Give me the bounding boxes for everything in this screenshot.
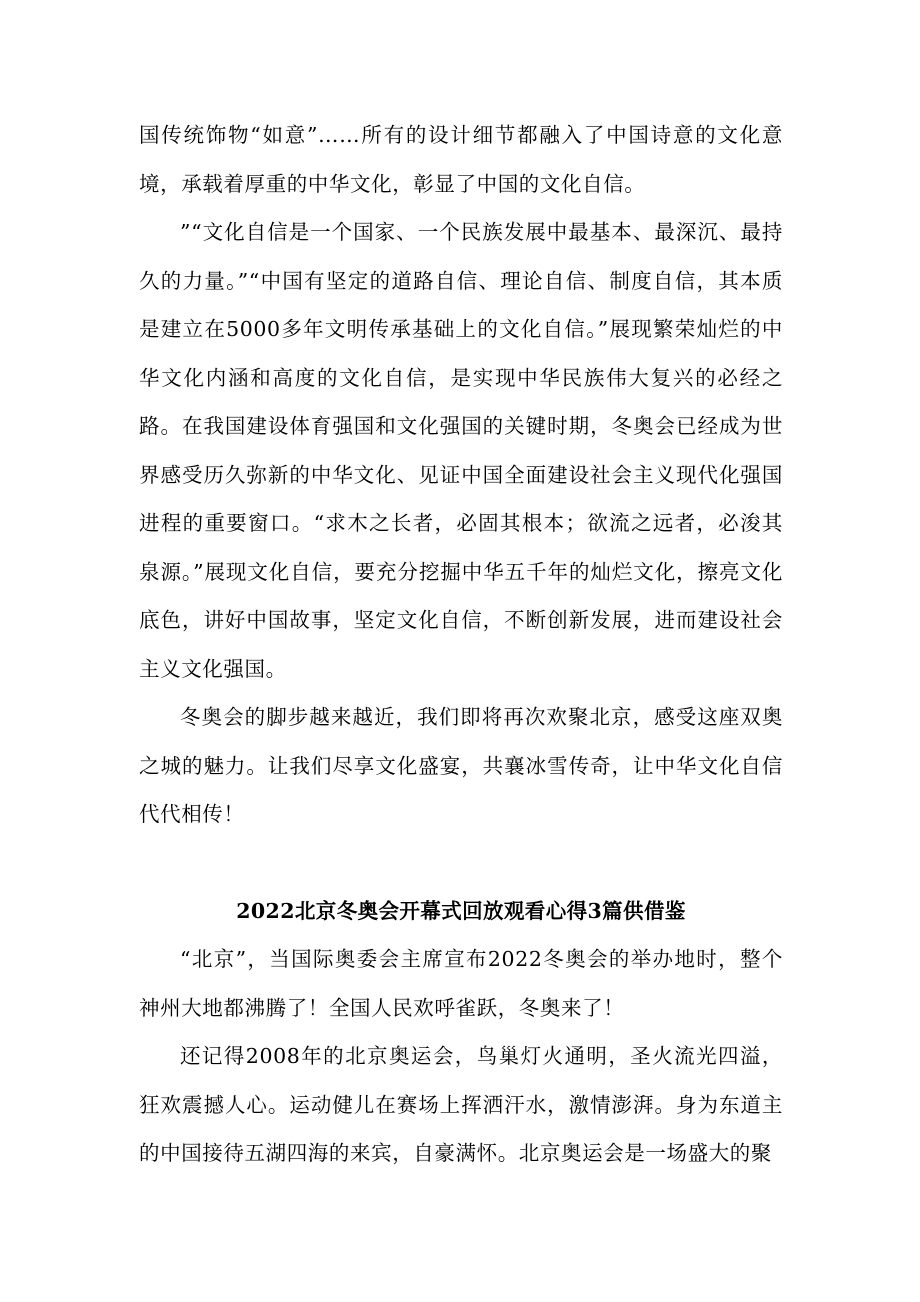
section-title: 2022北京冬奥会开幕式回放观看心得3篇供借鉴	[236, 898, 686, 923]
paragraph-closing: 冬奥会的脚步越来越近，我们即将再次欢聚北京，感受这座双奥之城的魅力。让我们尽享文化盛宴，共襄冰雪传奇，让中华文化自信代代相传！	[139, 705, 783, 826]
paragraph-cultural-confidence: ”“文化自信是一个国家、一个民族发展中最基本、最深沉、最持久的力量。”“中国有坚定的道路自信、理论自信、制度自信，其本质是建立在5000多年文明传承基础上的文化自信。”展现繁荣灿烂的中华文化内涵和高度的文化自信，是实现中华民族伟大复兴的必经之路。在我国建设体育强国和文化强国的关键时期，冬奥会已经成为世界感受历久弥新的中华文化、见证中国全面建设社会主义现代化强国进程的重要窗口。“求木之长者，必固其根本；欲流之远者，必浚其泉源。”展现文化自信，要充分挖掘中华五千年的灿烂文化，擦亮文化底色，讲好中国故事，坚定文化自信，不断创新发展，进而建设社会主义文化强国。	[139, 220, 783, 681]
paragraph-continued: 国传统饰物“如意”……所有的设计细节都融入了中国诗意的文化意境，承载着厚重的中华文化，彰显了中国的文化自信。	[139, 123, 783, 196]
paragraph-beijing-announcement: “北京”，当国际奥委会主席宣布2022冬奥会的举办地时，整个神州大地都沸腾了！全国人民欢呼雀跃，冬奥来了！	[139, 947, 783, 1020]
document-page	[139, 111, 783, 1178]
paragraph-2008-olympics: 还记得2008年的北京奥运会，鸟巢灯火通明，圣火流光四溢，狂欢震撼人心。运动健儿在赛场上挥洒汗水，激情澎湃。身为东道主的中国接待五湖四海的来宾，自豪满怀。北京奥运会是一场盛大的聚	[139, 1044, 783, 1165]
